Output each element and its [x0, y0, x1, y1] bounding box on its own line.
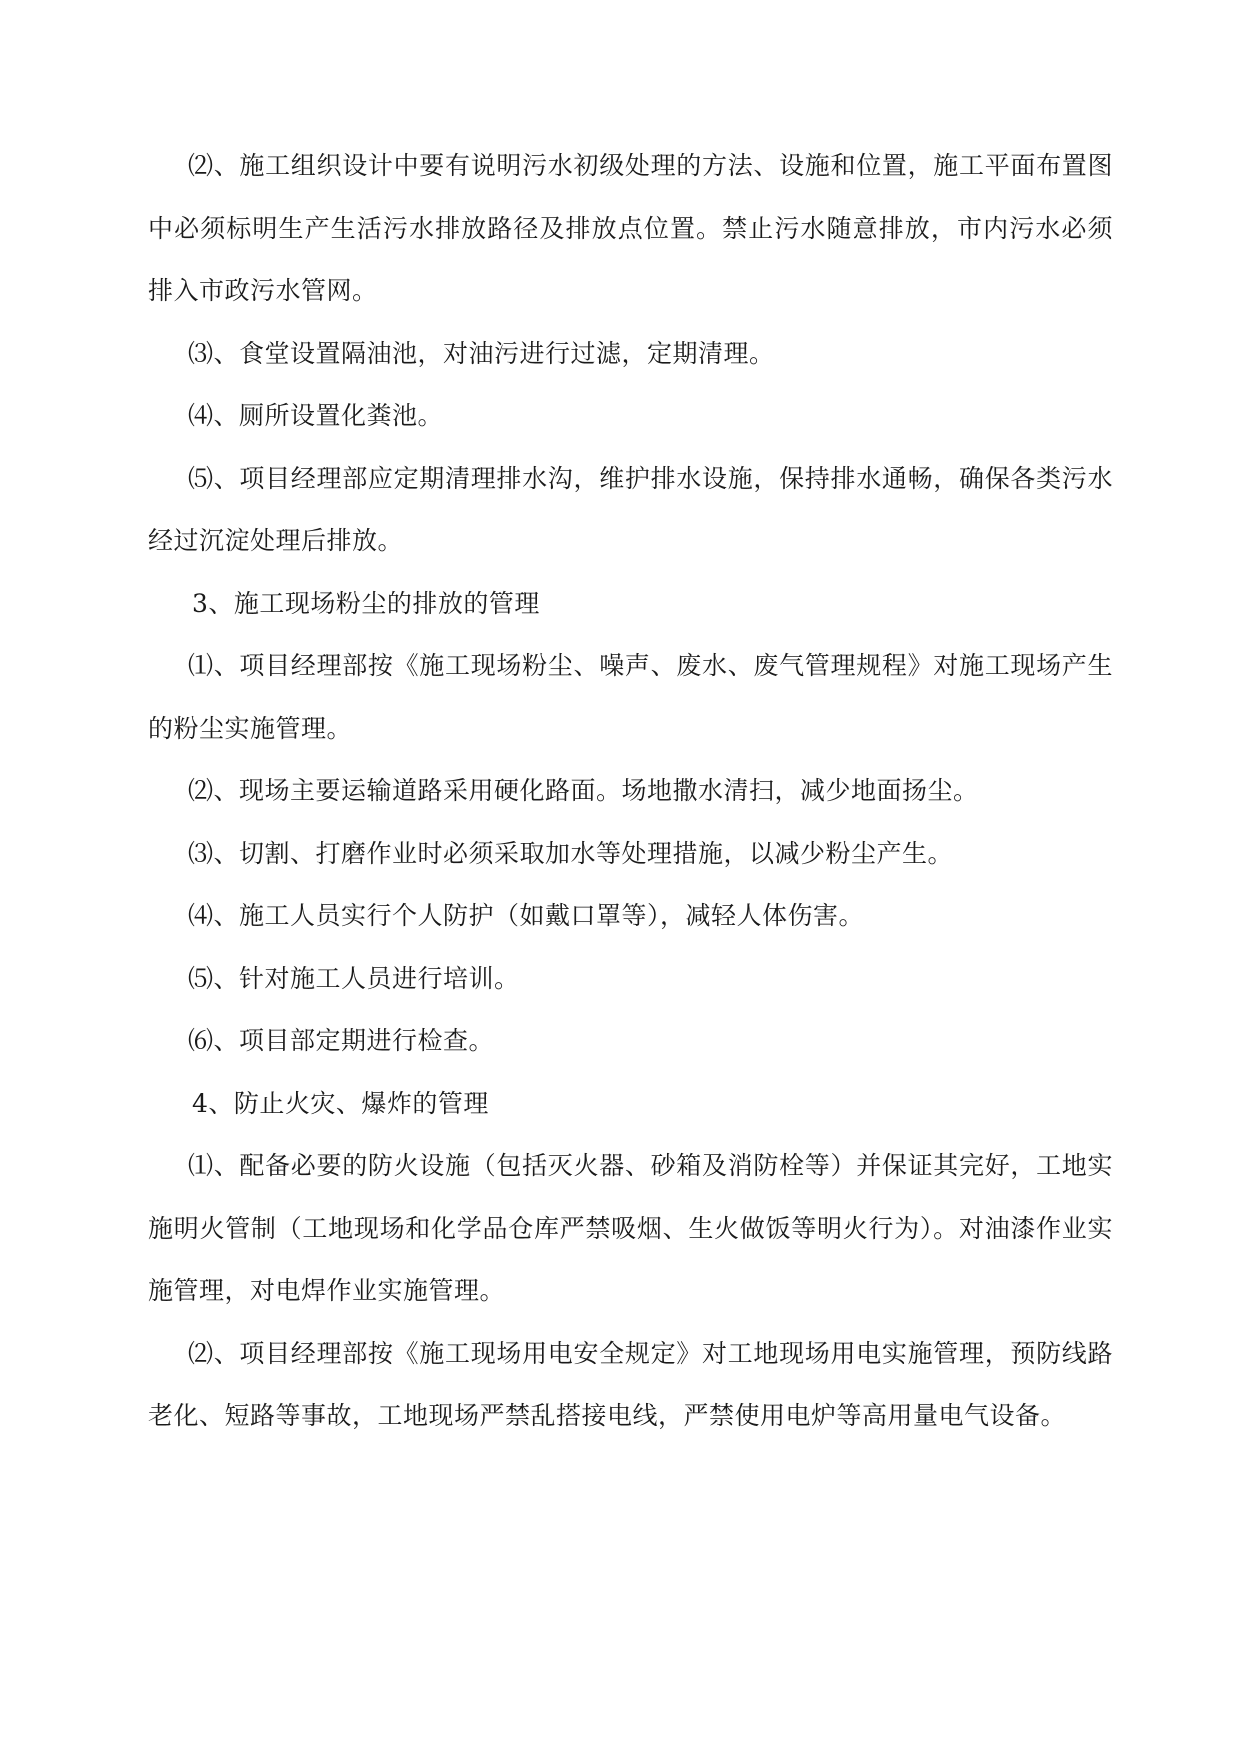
- paragraph-electrical-safety: ⑵、项目经理部按《施工现场用电安全规定》对工地现场用电实施管理，预防线路老化、短路等事故，工地现场严禁乱搭接电线，严禁使用电炉等高用量电气设备。: [148, 1338, 1113, 1430]
- paragraph-fire-equipment: ⑴、配备必要的防火设施（包括灭火器、砂箱及消防栓等）并保证其完好，工地实施明火管制（工地现场和化学品仓库严禁吸烟、生火做饭等明火行为）。对油漆作业实施管理，对电焊作业实施管理。: [148, 1151, 1113, 1305]
- paragraph-drainage-maintenance: ⑸、项目经理部应定期清理排水沟，维护排水设施，保持排水通畅，确保各类污水经过沉淀处理后排放。: [148, 463, 1113, 555]
- paragraph-training: ⑸、针对施工人员进行培训。: [188, 963, 520, 993]
- paragraph-sewage-design: ⑵、施工组织设计中要有说明污水初级处理的方法、设施和位置，施工平面布置图中必须标明生产生活污水排放路径及排放点位置。禁止污水随意排放，市内污水必须排入市政污水管网。: [148, 151, 1113, 305]
- paragraph-personal-protection: ⑷、施工人员实行个人防护（如戴口罩等），减轻人体伤害。: [188, 901, 865, 930]
- paragraph-cutting-water: ⑶、切割、打磨作业时必须采取加水等处理措施，以减少粉尘产生。: [188, 838, 954, 868]
- paragraph-toilet-septic-tank: ⑷、厕所设置化粪池。: [188, 401, 444, 430]
- section-heading-dust: 3、施工现场粉尘的排放的管理: [192, 588, 540, 618]
- section-heading-fire: 4、防止火灾、爆炸的管理: [192, 1088, 489, 1118]
- paragraph-dust-regulation: ⑴、项目经理部按《施工现场粉尘、噪声、废水、废气管理规程》对施工现场产生的粉尘实施管理。: [148, 651, 1113, 743]
- document-body: [148, 135, 1113, 1448]
- paragraph-inspection: ⑹、项目部定期进行检查。: [188, 1026, 495, 1055]
- paragraph-canteen-grease-trap: ⑶、食堂设置隔油池，对油污进行过滤，定期清理。: [188, 338, 775, 368]
- paragraph-road-hardening: ⑵、现场主要运输道路采用硬化路面。场地撒水清扫，减少地面扬尘。: [188, 776, 979, 805]
